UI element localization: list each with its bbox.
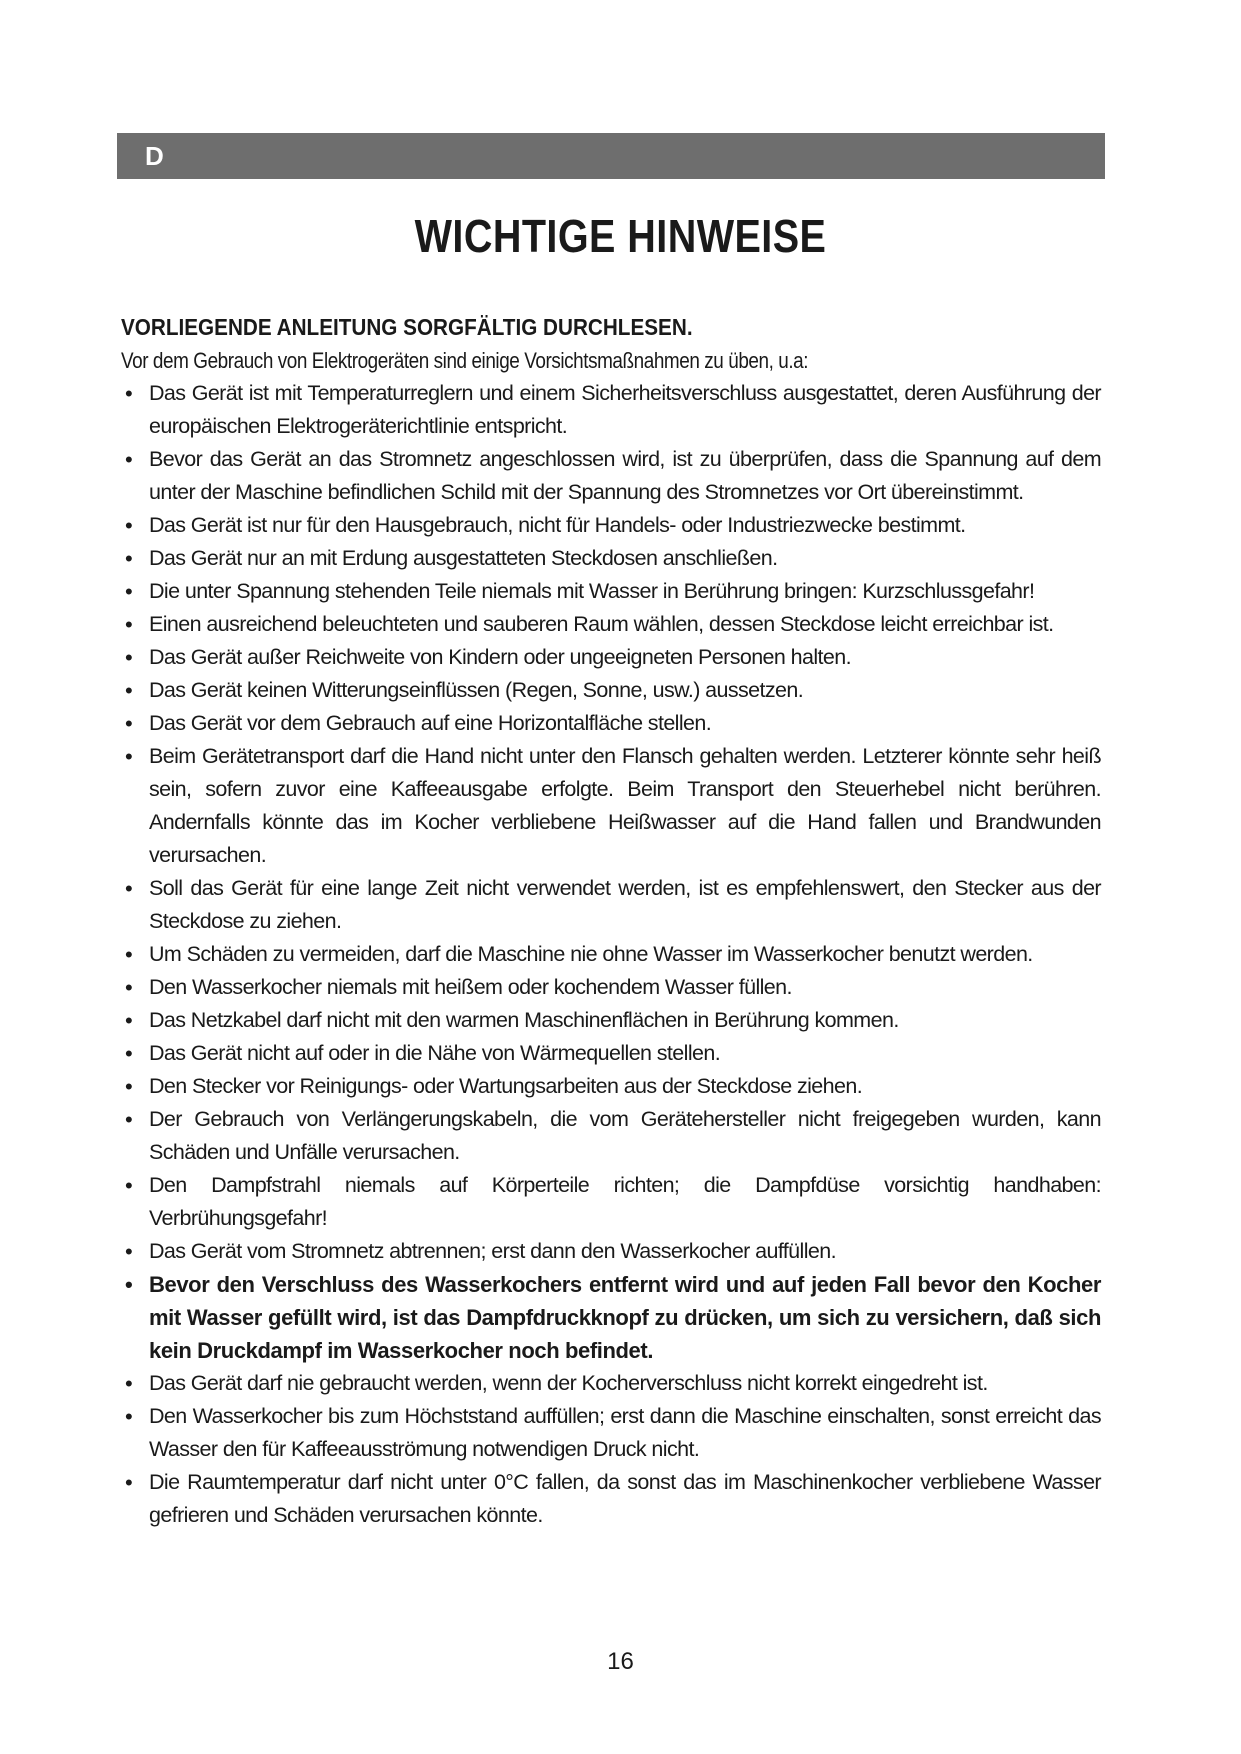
list-item: • Das Gerät vor dem Gebrauch auf eine Horizontalfläche stellen. (121, 707, 1101, 740)
bullet-icon: • (125, 678, 133, 703)
list-item: • Bevor das Gerät an das Stromnetz angeschlossen wird, ist zu überprüfen, dass die Spannung auf dem unter der Maschine befindlichen Schild mit der Spannung des Stromnetzes vor Ort übereinstimmt. (121, 443, 1101, 509)
page-title: WICHTIGE HINWEISE (414, 210, 827, 262)
safety-hints-list (121, 377, 1101, 1532)
list-item: • Den Stecker vor Reinigungs- oder Wartungsarbeiten aus der Steckdose ziehen. (121, 1070, 1101, 1103)
bullet-icon: • (125, 1470, 133, 1495)
bullet-icon: • (125, 546, 133, 571)
bullet-icon: • (125, 612, 133, 637)
list-item-emphasized: • Bevor den Verschluss des Wasserkochers entfernt wird und auf jeden Fall bevor den Kocher mit Wasser gefüllt wird, ist das Dampfdruckknopf zu drücken, um sich zu versichern, daß sich kein Druckdampf im Wasserkocher noch befindet. (121, 1268, 1101, 1367)
bullet-icon: • (125, 645, 133, 670)
bullet-icon: • (125, 1074, 133, 1099)
bullet-icon: • (125, 381, 133, 406)
list-item: • Das Gerät darf nie gebraucht werden, wenn der Kocherverschluss nicht korrekt eingedreht ist. (121, 1367, 1101, 1400)
list-item: • Das Gerät ist nur für den Hausgebrauch, nicht für Handels- oder Industriezwecke bestimmt. (121, 509, 1101, 542)
bullet-icon: • (125, 447, 133, 472)
list-item: • Das Gerät nur an mit Erdung ausgestatteten Steckdosen anschließen. (121, 542, 1101, 575)
section-intro: Vor dem Gebrauch von Elektrogeräten sind einige Vorsichtsmaßnahmen zu üben, u.a: (121, 348, 809, 373)
bullet-icon: • (125, 942, 133, 967)
page-number: 16 (607, 1648, 634, 1675)
list-item: • Das Netzkabel darf nicht mit den warmen Maschinenflächen in Berührung kommen. (121, 1004, 1101, 1037)
bullet-icon: • (125, 876, 133, 901)
list-item: • Den Wasserkocher bis zum Höchststand auffüllen; erst dann die Maschine einschalten, sonst erreicht das Wasser den für Kaffeeausströmung notwendigen Druck nicht. (121, 1400, 1101, 1466)
bullet-icon: • (125, 1173, 133, 1198)
bullet-icon: • (125, 1239, 133, 1264)
list-item: • Um Schäden zu vermeiden, darf die Maschine nie ohne Wasser im Wasserkocher benutzt werden. (121, 938, 1101, 971)
list-item: • Die Raumtemperatur darf nicht unter 0°C fallen, da sonst das im Maschinenkocher verbliebene Wasser gefrieren und Schäden verursachen könnte. (121, 1466, 1101, 1532)
list-item: • Das Gerät nicht auf oder in die Nähe von Wärmequellen stellen. (121, 1037, 1101, 1070)
list-item: • Das Gerät außer Reichweite von Kindern oder ungeeigneten Personen halten. (121, 641, 1101, 674)
list-item: • Das Gerät keinen Witterungseinflüssen (Regen, Sonne, usw.) aussetzen. (121, 674, 1101, 707)
list-item: • Den Wasserkocher niemals mit heißem oder kochendem Wasser füllen. (121, 971, 1101, 1004)
bullet-icon: • (125, 513, 133, 538)
bullet-icon: • (125, 1107, 133, 1132)
list-item: • Einen ausreichend beleuchteten und sauberen Raum wählen, dessen Steckdose leicht erreichbar ist. (121, 608, 1101, 641)
bullet-icon: • (125, 975, 133, 1000)
instructions-section (121, 311, 1101, 1532)
list-item: • Soll das Gerät für eine lange Zeit nicht verwendet werden, ist es empfehlenswert, den Stecker aus der Steckdose zu ziehen. (121, 872, 1101, 938)
bullet-icon: • (125, 1272, 133, 1297)
list-item: • Der Gebrauch von Verlängerungskabeln, die vom Gerätehersteller nicht freigegeben wurden, kann Schäden und Unfälle verursachen. (121, 1103, 1101, 1169)
list-item: • Den Dampfstrahl niemals auf Körperteile richten; die Dampfdüse vorsichtig handhaben: Verbrühungsgefahr! (121, 1169, 1101, 1235)
bullet-icon: • (125, 711, 133, 736)
list-item: • Das Gerät vom Stromnetz abtrennen; erst dann den Wasserkocher auffüllen. (121, 1235, 1101, 1268)
language-code: D (145, 141, 164, 171)
bullet-icon: • (125, 1404, 133, 1429)
bullet-icon: • (125, 1008, 133, 1033)
bullet-icon: • (125, 579, 133, 604)
bullet-icon: • (125, 744, 133, 769)
language-bar (117, 133, 1105, 179)
list-item: • Die unter Spannung stehenden Teile niemals mit Wasser in Berührung bringen: Kurzschlussgefahr! (121, 575, 1101, 608)
list-item: • Beim Gerätetransport darf die Hand nicht unter den Flansch gehalten werden. Letzterer könnte sehr heiß sein, sofern zuvor eine Kaffeeausgabe erfolgte. Beim Transport den Steuerhebel nicht berühren. Andernfalls könnte das im Kocher verbliebene Heißwasser auf die Hand fallen und Brandwunden verursachen. (121, 740, 1101, 872)
list-item: • Das Gerät ist mit Temperaturreglern und einem Sicherheitsverschluss ausgestattet, deren Ausführung der europäischen Elektrogeräterichtlinie entspricht. (121, 377, 1101, 443)
section-heading: VORLIEGENDE ANLEITUNG SORGFÄLTIG DURCHLESEN. (121, 314, 693, 340)
bullet-icon: • (125, 1041, 133, 1066)
bullet-icon: • (125, 1371, 133, 1396)
